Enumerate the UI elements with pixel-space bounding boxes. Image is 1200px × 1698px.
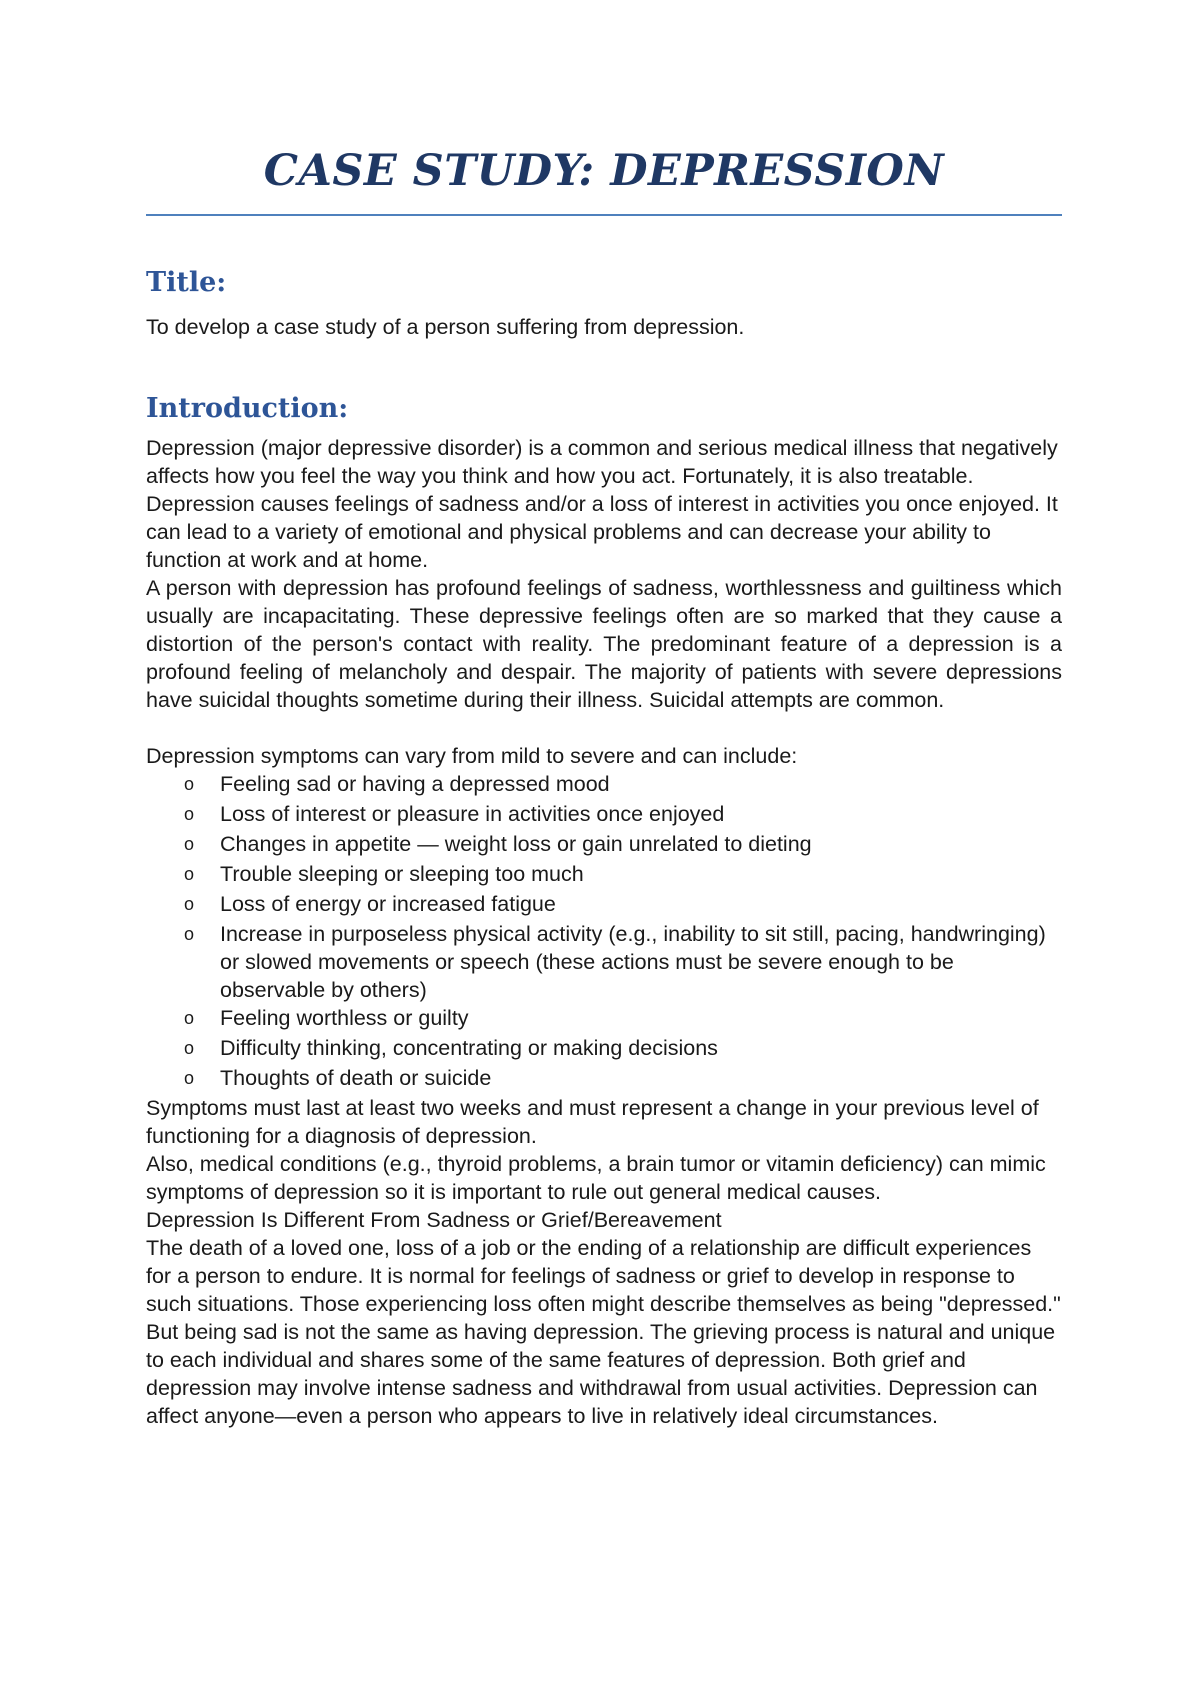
title-underline-rule xyxy=(146,214,1062,216)
intro-paragraph-1: Depression (major depressive disorder) is a common and serious medical illness that negatively affects how you feel the way you think and how you act. Fortunately, it is also treatable. Depression causes feelings of sadness and/or a loss of interest in activities you once enjoyed. It can lead to a variety of emotional and physical problems and can decrease your ability to function at work and at home. xyxy=(146,436,1058,572)
intro-paragraph-4: Also, medical conditions (e.g., thyroid problems, a brain tumor or vitamin deficiency) can mimic symptoms of depression so it is important to rule out general medical causes. xyxy=(146,1152,1046,1204)
document-title: CASE STUDY: DEPRESSION xyxy=(263,146,945,196)
intro-paragraph-2: A person with depression has profound feelings of sadness, worthlessness and guiltiness which usually are incapacitating. These depressive feelings often are so marked that they cause a distortion of the person's contact with reality. The predominant feature of a depression is a profound feeling of melancholy and despair. The majority of patients with severe depressions have suicidal thoughts sometime during their illness. Suicidal attempts are common. xyxy=(146,576,1062,712)
introduction-body xyxy=(146,434,1062,1430)
paragraph-spacer xyxy=(146,714,1062,742)
introduction-heading: Introduction: xyxy=(146,393,349,424)
bullet-icon: o xyxy=(184,1008,195,1028)
list-item: o Difficulty thinking, concentrating or making decisions xyxy=(184,1036,718,1060)
bullet-icon: o xyxy=(184,1038,195,1058)
list-item: o Thoughts of death or suicide xyxy=(184,1066,492,1090)
bullet-icon: o xyxy=(184,834,195,854)
intro-paragraph-5: Depression Is Different From Sadness or Grief/Bereavement xyxy=(146,1208,722,1232)
bullet-icon: o xyxy=(184,804,195,824)
list-item: o Loss of energy or increased fatigue xyxy=(184,892,556,916)
list-item: o Trouble sleeping or sleeping too much xyxy=(184,862,584,886)
bullet-icon: o xyxy=(184,924,195,944)
intro-paragraph-3: Symptoms must last at least two weeks and must represent a change in your previous level of functioning for a diagnosis of depression. xyxy=(146,1096,1039,1148)
symptoms-intro: Depression symptoms can vary from mild to severe and can include: xyxy=(146,744,798,768)
title-section-text: To develop a case study of a person suffering from depression. xyxy=(146,315,745,339)
bullet-icon: o xyxy=(184,864,195,884)
list-item: o Feeling worthless or guilty xyxy=(184,1006,469,1030)
list-item: o Loss of interest or pleasure in activities once enjoyed xyxy=(184,802,725,826)
bullet-icon: o xyxy=(184,1068,195,1088)
title-section-heading: Title: xyxy=(146,267,227,298)
bullet-icon: o xyxy=(184,894,195,914)
list-item: o Feeling sad or having a depressed mood xyxy=(184,772,610,796)
intro-paragraph-6: The death of a loved one, loss of a job or the ending of a relationship are difficult experiences for a person to endure. It is normal for feelings of sadness or grief to develop in response to such situations. Those experiencing loss often might describe themselves as being "depressed." xyxy=(146,1236,1061,1316)
bullet-icon: o xyxy=(184,774,195,794)
symptoms-list xyxy=(146,770,1062,1094)
list-item: o Increase in purposeless physical activity (e.g., inability to sit still, pacing, handwringing) or slowed movements or speech (these actions must be severe enough to be observable by others) xyxy=(184,922,1046,1002)
intro-paragraph-7: But being sad is not the same as having depression. The grieving process is natural and unique to each individual and shares some of the same features of depression. Both grief and depression may involve intense sadness and withdrawal from usual activities. Depression can affect anyone—even a person who appears to live in relatively ideal circumstances. xyxy=(146,1320,1056,1428)
list-item: o Changes in appetite — weight loss or gain unrelated to dieting xyxy=(184,832,812,856)
